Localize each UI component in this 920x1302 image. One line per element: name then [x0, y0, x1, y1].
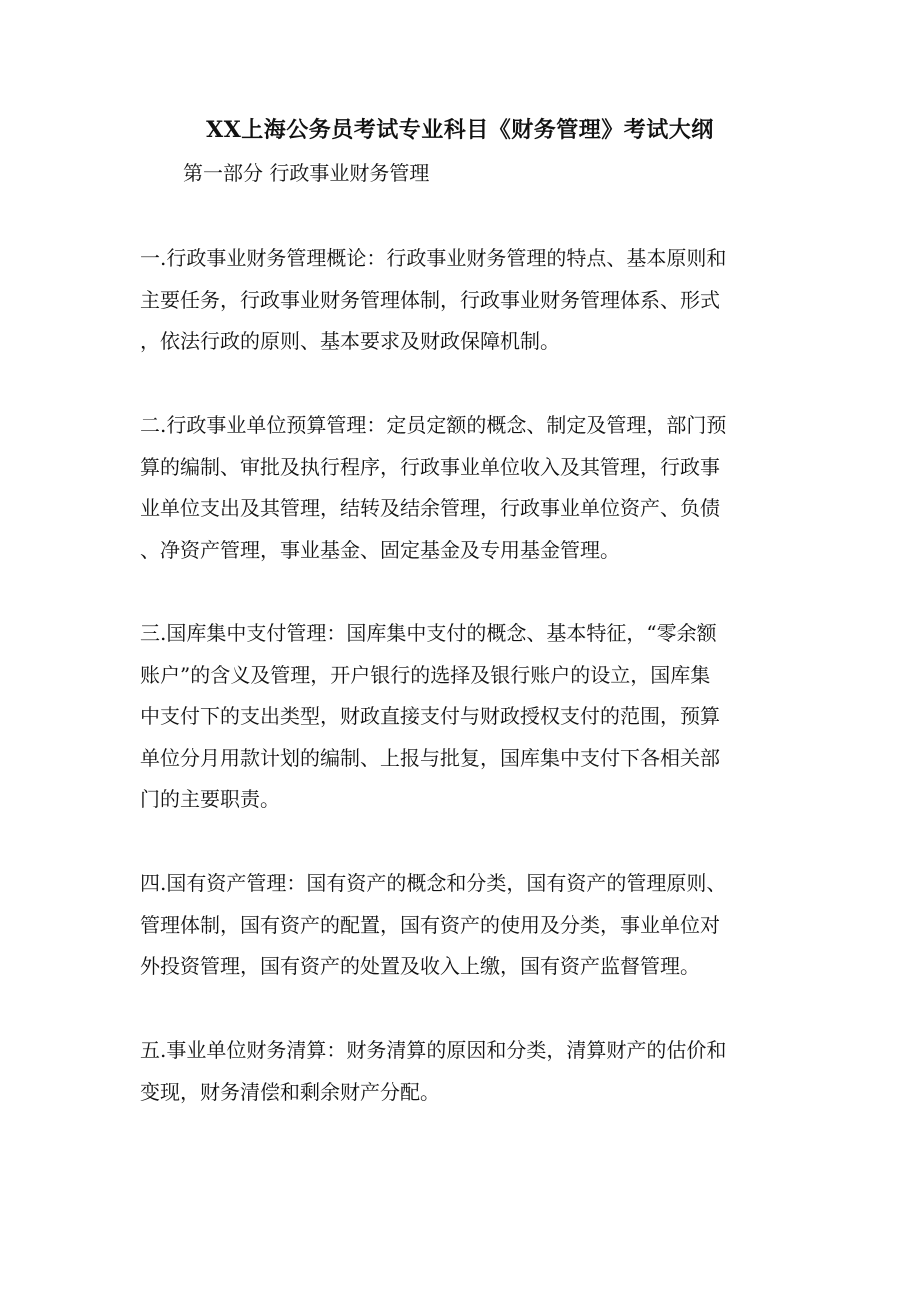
section-1-line: 主要任务，行政事业财务管理体制，行政事业财务管理体系、形式	[140, 287, 720, 312]
section-5-line: 五.事业单位财务清算：财务清算的原因和分类，清算财产的估价和	[140, 1038, 727, 1062]
section-3-line: 单位分月用款计划的编制、上报与批复，国库集中支付下各相关部	[140, 745, 720, 770]
section-2-line: 业单位支出及其管理，结转及结余管理，行政事业单位资产、负债	[140, 496, 720, 520]
section-4-line: 管理体制，国有资产的配置，国有资产的使用及分类，事业单位对	[140, 912, 720, 937]
section-2-line: 算的编制、审批及执行程序，行政事业单位收入及其管理，行政事	[140, 454, 720, 479]
section-4	[140, 863, 785, 988]
part-heading: 第一部分 行政事业财务管理	[183, 161, 430, 185]
section-3-line: 门的主要职责。	[140, 787, 280, 811]
section-2-line: 、净资产管理，事业基金、固定基金及专用基金管理。	[140, 537, 620, 562]
section-3-line: 中支付下的支出类型，财政直接支付与财政授权支付的范围，预算	[140, 704, 720, 728]
section-1-line: ，依法行政的原则、基本要求及财政保障机制。	[140, 329, 560, 353]
section-2	[140, 405, 785, 571]
section-3-line: 三.国库集中支付管理：国库集中支付的概念、基本特征，“零余额	[140, 621, 717, 645]
section-3	[140, 613, 785, 821]
document-title: XX上海公务员考试专业科目《财务管理》考试大纲	[206, 117, 714, 143]
section-1-line: 一.行政事业财务管理概论：行政事业财务管理的特点、基本原则和	[140, 246, 727, 270]
section-1	[140, 238, 785, 363]
section-4-line: 四.国有资产管理：国有资产的概念和分类，国有资产的管理原则、	[140, 871, 727, 895]
section-5	[140, 1030, 785, 1113]
section-4-line: 外投资管理，国有资产的处置及收入上缴，国有资产监督管理。	[140, 954, 700, 978]
section-3-line: 账户”的含义及管理，开户银行的选择及银行账户的设立，国库集	[140, 662, 711, 687]
section-2-line: 二.行政事业单位预算管理：定员定额的概念、制定及管理，部门预	[140, 413, 727, 437]
section-5-line: 变现，财务清偿和剩余财产分配。	[140, 1079, 440, 1104]
